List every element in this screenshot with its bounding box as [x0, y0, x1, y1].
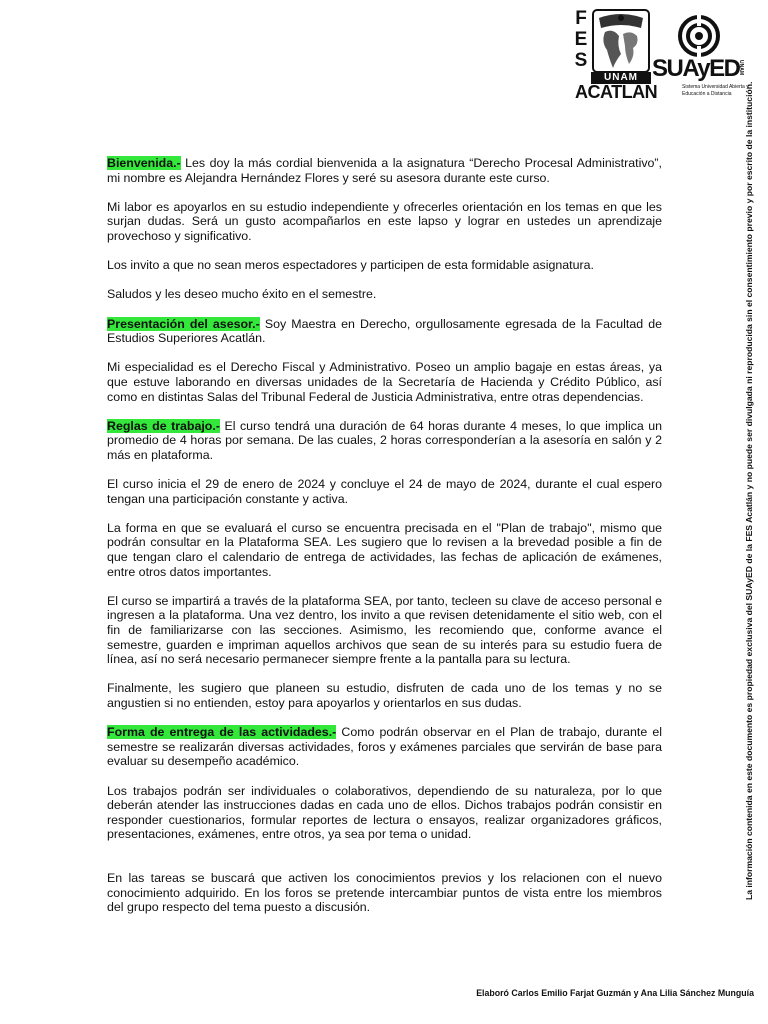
suayed-wordmark: SUAyED [652, 55, 740, 82]
section-label-forma-entrega: Forma de entrega de las actividades.- [107, 725, 337, 740]
suayed-unam-label: UNAM [738, 60, 744, 75]
paragraph [107, 681, 662, 710]
paragraph [107, 871, 662, 915]
unam-wordmark: UNAM [591, 72, 651, 84]
paragraph-text: El curso se impartirá a través de la plataforma SEA, por tanto, tecleen su clave de acceso personal e ingresen a la plataforma. Una vez dentro, los invito a que revisen detenidamente el sitio web, con el fin de familiarizarse con las secciones. Asimismo, les recomiendo que, conforme avance el semestre, guarden e impriman aquellos archivos que sean de su interés para su estudio fuera de línea, así no será necesario permanecer siempre frente a la pantalla para su lectura. [107, 593, 662, 667]
paragraph [107, 360, 662, 404]
paragraph-text: Les doy la más cordial bienvenida a la asignatura “Derecho Procesal Administrativo”, mi nombre es Alejandra Hernández Flores y seré su asesora durante este curso. [107, 156, 662, 185]
delivery-paragraph [107, 725, 662, 769]
paragraph-text: Mi especialidad es el Derecho Fiscal y Administrativo. Poseo un amplio bagaje en estas áreas, ya que estuve laborando en diversas unidades de la Secretaría de Hacienda y Crédito Público, así como en distintas Salas del Tribunal Federal de Justicia Administrativa, entre otras dependencias. [107, 360, 662, 404]
section-label-bienvenida: Bienvenida.- [107, 156, 181, 170]
document-body [107, 156, 662, 929]
unam-seal-icon [591, 8, 651, 74]
paragraph-text: Mi labor es apoyarlos en su estudio independiente y ofrecerles orientación en los temas en que les surjan dudas. Será un gusto acompañarlos en este lapso y lograr en ustedes un aprendizaje provechoso y significativo. [107, 199, 662, 243]
footer-credits: Elaboró Carlos Emilio Farjat Guzmán y Ana Lilia Sánchez Munguía [476, 988, 754, 998]
paragraph [107, 258, 662, 273]
fes-letters [573, 8, 589, 71]
rules-paragraph [107, 419, 662, 463]
paragraph-text: El curso inicia el 29 de enero de 2024 y concluye el 24 de mayo de 2024, durante el cual espero tengan una participación constante y activa. [107, 477, 662, 506]
fes-acatlan-logo [573, 6, 658, 102]
section-label-presentacion: Presentación del asesor.- [107, 316, 260, 331]
suayed-target-icon [677, 14, 721, 58]
paragraph [107, 594, 662, 667]
paragraph [107, 287, 662, 302]
paragraph-text: Soy Maestra en Derecho, orgullosamente egresada de la Facultad de Estudios Superiores Acatlán. [107, 316, 662, 346]
paragraph-text: Como podrán observar en el Plan de trabajo, durante el semestre se realizarán diversas actividades, foros y exámenes parciales que servirán de base para evaluar su desempeño académico. [107, 725, 662, 769]
advisor-paragraph [107, 317, 662, 346]
acatlan-wordmark: ACATLÁN [575, 82, 658, 102]
paragraph-text: Los trabajos podrán ser individuales o colaborativos, dependiendo de su naturaleza, por lo que deberán atender las instrucciones dadas en cada uno de ellos. Dichos trabajos podrán consistir en responder cuestionarios, formular reportes de lectura o ensayos, realizar organizadores gráficos, presentaciones, exámenes, entre otros, ya sea por tema o unidad. [107, 783, 662, 842]
suayed-subtitle-line: Educación a Distancia [682, 91, 732, 97]
fes-letter: F [575, 8, 587, 29]
paragraph-text: Los invito a que no sean meros espectadores y participen de esta formidable asignatura. [107, 258, 594, 273]
paragraph-text: La forma en que se evaluará el curso se encuentra precisada en el "Plan de trabajo", mismo que podrán consultar en la Plataforma SEA. Les sugiero que lo revisen a la brevedad posible a fin de que tengan claro el calendario de entrega de actividades, las fechas de aplicación de exámenes, entre otros datos importantes. [107, 520, 662, 579]
paragraph [107, 200, 662, 244]
paragraph-text: Saludos y les deseo mucho éxito en el semestre. [107, 287, 377, 302]
paragraph-text: Finalmente, les sugiero que planeen su estudio, disfruten de cada uno de los temas y no se angustien si no entienden, estoy para apoyarlos y orientarlos en sus dudas. [107, 681, 662, 710]
paragraph [107, 784, 662, 842]
paragraph-text: El curso tendrá una duración de 64 horas durante 4 meses, lo que implica un promedio de 4 horas por semana. De las cuales, 2 horas corresponderían a la asesoría en salón y 2 más en plataforma. [107, 418, 663, 462]
paragraph [107, 521, 662, 579]
paragraph-text: En las tareas se buscará que activen los conocimientos previos y los relacionen con el nuevo conocimiento adquirido. En los foros se pretende intercambiar puntos de vista entre los miembros del grupo respecto del tema puesto a discusión. [107, 870, 662, 915]
welcome-paragraph [107, 156, 662, 185]
paragraph [107, 477, 662, 506]
fes-letter: E [574, 29, 588, 50]
copyright-side-note: La información contenida en este documento es propiedad exclusiva del SUAyED de la FES Acatlán y no puede ser divulgada ni reproducida sin el consentimiento previo y por escrito de la institución. [744, 81, 754, 900]
suayed-subtitle-line: Sistema Universidad Abierta y [682, 84, 749, 90]
fes-letter: S [574, 50, 588, 71]
section-label-reglas: Reglas de trabajo.- [107, 418, 220, 433]
